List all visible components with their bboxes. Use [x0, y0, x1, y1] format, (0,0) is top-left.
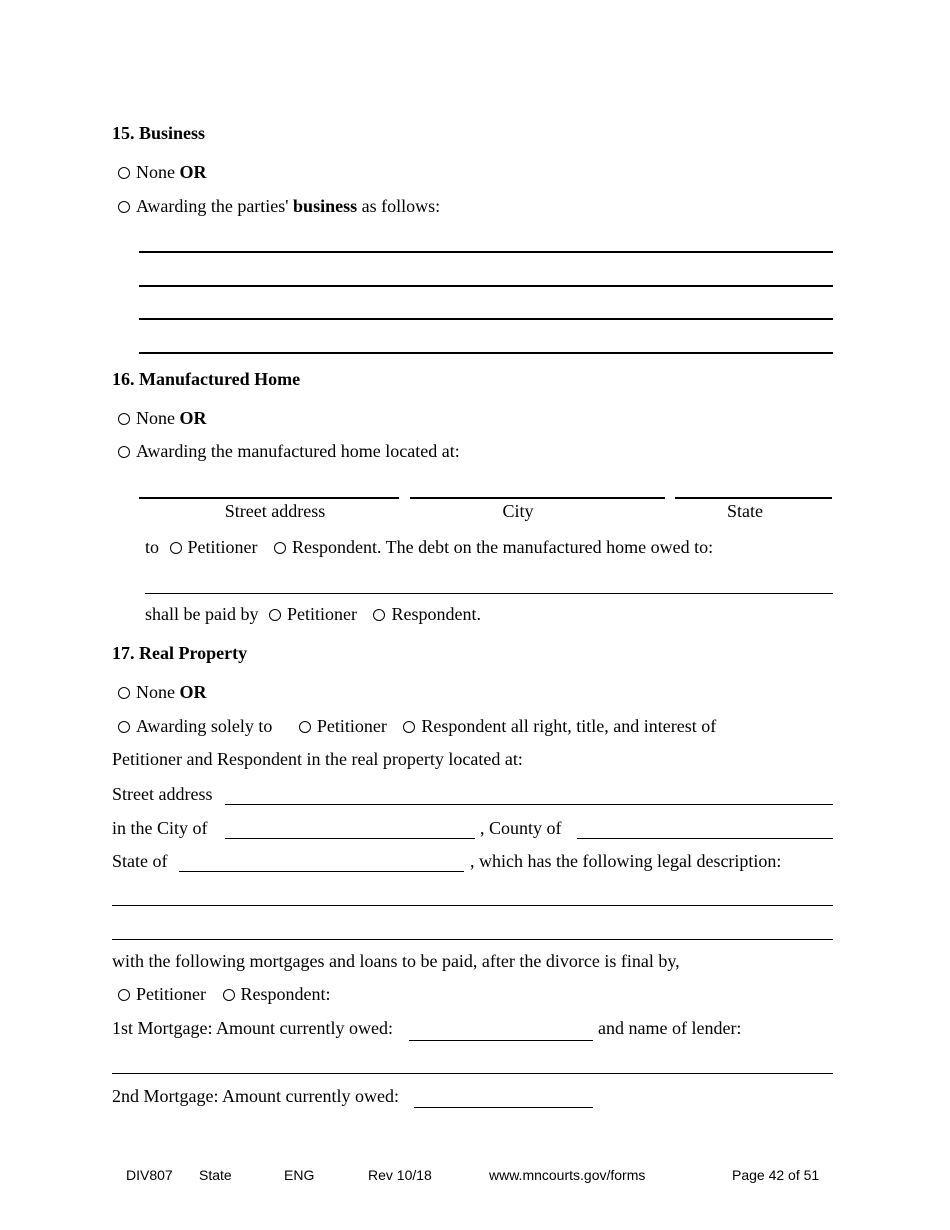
- legal-description-line-1[interactable]: [112, 905, 833, 906]
- city-of-label: in the City of: [112, 818, 208, 838]
- street-address-label: Street address: [112, 784, 213, 804]
- legal-description-line-2[interactable]: [112, 939, 833, 940]
- mortgage-2-label: 2nd Mortgage: Amount currently owed:: [112, 1086, 399, 1106]
- manufactured-to-row: [145, 537, 713, 557]
- footer-form-id: DIV807: [126, 1167, 173, 1183]
- real-property-state-field[interactable]: [179, 871, 464, 872]
- award-solely-row: [118, 716, 716, 736]
- street-address-caption: Street address: [224, 501, 326, 521]
- business-award-option[interactable]: [118, 196, 440, 216]
- lender-name-field[interactable]: [112, 1073, 833, 1074]
- mortgage-1-amount-field[interactable]: [409, 1040, 593, 1041]
- none-label: None: [136, 408, 175, 428]
- section-15-heading: 15. Business: [112, 123, 206, 143]
- none-label: None: [136, 162, 175, 182]
- petitioner-label: Petitioner: [136, 984, 206, 1004]
- petitioner-label: Petitioner: [187, 537, 258, 557]
- business-none-option[interactable]: [118, 162, 207, 182]
- radio-circle-icon[interactable]: [118, 989, 130, 1001]
- footer-jurisdiction: State: [199, 1167, 232, 1183]
- award-solely-label: Awarding solely to: [136, 716, 273, 736]
- radio-circle-icon[interactable]: [170, 542, 182, 554]
- paid-by-label: shall be paid by: [145, 604, 259, 624]
- legal-description-label: , which has the following legal description:: [470, 851, 782, 871]
- radio-circle-icon[interactable]: [269, 609, 281, 621]
- radio-circle-icon[interactable]: [373, 609, 385, 621]
- manufactured-none-option[interactable]: [118, 408, 207, 428]
- footer-language: ENG: [284, 1167, 315, 1183]
- state-of-label: State of: [112, 851, 168, 871]
- none-label: None: [136, 682, 175, 702]
- radio-circle-icon[interactable]: [118, 413, 130, 425]
- real-property-none-option[interactable]: [118, 682, 207, 702]
- or-label: OR: [179, 682, 207, 702]
- state-caption: State: [727, 501, 763, 521]
- radio-circle-icon[interactable]: [274, 542, 286, 554]
- respondent-label: Respondent:: [240, 984, 331, 1004]
- award-post-label: as follows:: [361, 196, 441, 216]
- city-field[interactable]: [410, 497, 665, 499]
- radio-circle-icon[interactable]: [299, 721, 311, 733]
- city-caption: City: [502, 501, 534, 521]
- state-field[interactable]: [675, 497, 832, 499]
- lender-label: and name of lender:: [598, 1018, 742, 1038]
- award-manufactured-label: Awarding the manufactured home located at:: [136, 441, 460, 461]
- located-at-label: Petitioner and Respondent in the real property located at:: [112, 749, 523, 769]
- mortgages-label: with the following mortgages and loans to be paid, after the divorce is final by,: [112, 951, 680, 971]
- business-line-2[interactable]: [139, 285, 833, 287]
- business-line-4[interactable]: [139, 352, 833, 354]
- radio-circle-icon[interactable]: [118, 721, 130, 733]
- radio-circle-icon[interactable]: [223, 989, 235, 1001]
- mortgage-2-amount-field[interactable]: [414, 1107, 593, 1108]
- street-address-field[interactable]: [139, 497, 399, 499]
- section-17-heading: 17. Real Property: [112, 643, 248, 663]
- real-property-street-field[interactable]: [225, 804, 833, 805]
- business-line-1[interactable]: [139, 251, 833, 253]
- real-property-city-field[interactable]: [225, 838, 475, 839]
- respondent-debt-label: Respondent. The debt on the manufactured home owed to:: [292, 537, 714, 557]
- petitioner-label: Petitioner: [316, 716, 387, 736]
- radio-circle-icon[interactable]: [118, 687, 130, 699]
- radio-circle-icon[interactable]: [403, 721, 415, 733]
- footer-revision: Rev 10/18: [368, 1167, 432, 1183]
- real-property-county-field[interactable]: [577, 838, 833, 839]
- respondent-interest-label: Respondent all right, title, and interest of: [421, 716, 717, 736]
- radio-circle-icon[interactable]: [118, 167, 130, 179]
- or-label: OR: [179, 162, 207, 182]
- footer-page-number: Page 42 of 51: [732, 1167, 820, 1183]
- respondent-label: Respondent.: [391, 604, 481, 624]
- mortgage-paid-by-row: [118, 984, 331, 1004]
- paid-by-row: [145, 604, 481, 624]
- to-label: to: [145, 537, 160, 557]
- award-pre-label: Awarding the parties': [136, 196, 289, 216]
- business-line-3[interactable]: [139, 318, 833, 320]
- business-bold-label: business: [293, 196, 358, 216]
- mortgage-1-label: 1st Mortgage: Amount currently owed:: [112, 1018, 393, 1038]
- debt-owed-to-field[interactable]: [145, 593, 833, 594]
- manufactured-award-option[interactable]: [118, 441, 460, 461]
- or-label: OR: [179, 408, 207, 428]
- section-16-heading: 16. Manufactured Home: [112, 369, 301, 389]
- radio-circle-icon[interactable]: [118, 446, 130, 458]
- petitioner-label: Petitioner: [286, 604, 357, 624]
- footer-url[interactable]: www.mncourts.gov/forms: [489, 1167, 646, 1183]
- radio-circle-icon[interactable]: [118, 201, 130, 213]
- county-of-label: , County of: [480, 818, 562, 838]
